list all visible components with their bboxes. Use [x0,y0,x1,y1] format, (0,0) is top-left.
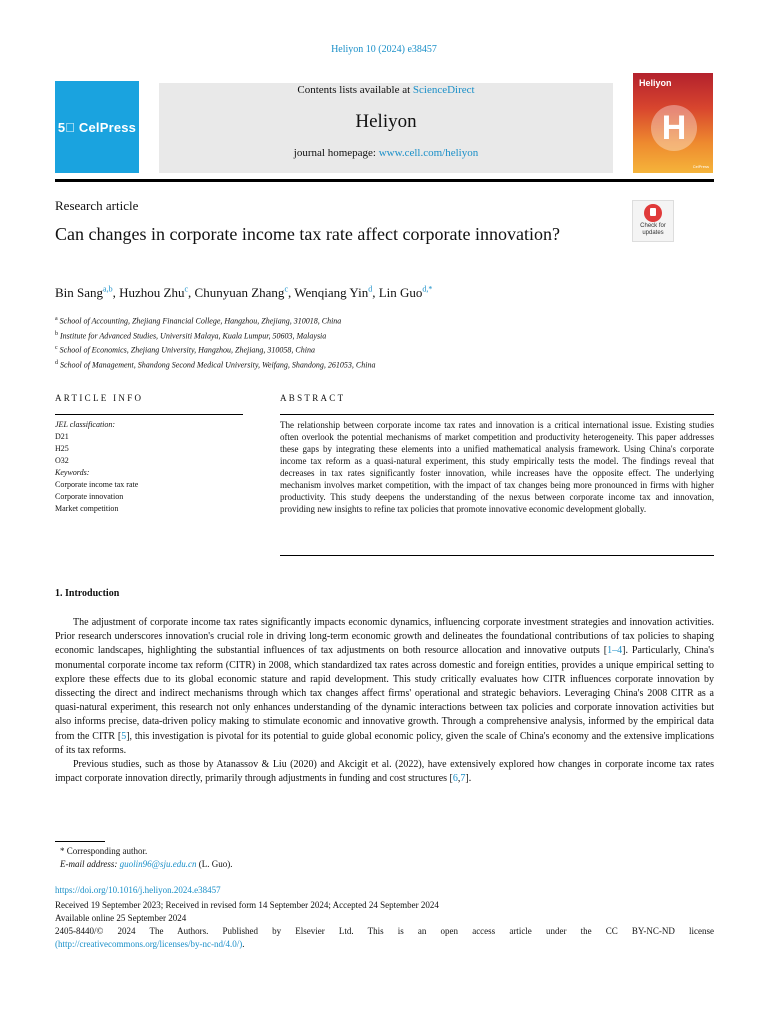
email-link[interactable]: guolin96@sju.edu.cn [119,859,197,869]
doi-link[interactable]: https://doi.org/10.1016/j.heliyon.2024.e38457 [55,885,221,895]
keyword-list [55,479,243,515]
affiliation-mark: c [55,345,58,352]
author[interactable] [119,285,194,300]
author-name: Huzhou Zhu [119,285,185,301]
affiliation [55,357,375,372]
affiliation-text: School of Management, Shandong Second Medical University, Weifang, Shandong, 261053, China [60,360,376,370]
affiliation [55,328,375,343]
cover-h-icon: H [651,105,697,151]
cover-publisher: CelPress [692,164,709,169]
paragraph: Previous studies, such as those by Atanassov & Liu (2020) and Akcigit et al. (2022), have extensively explored how changes in corporate income tax rates impact corporate innovation directly, primarily through adjustments in funding and cost structures [6,7]. [55,759,714,785]
author-separator: , [112,285,120,301]
article-info-divider [55,414,243,415]
article-title: Can changes in corporate income tax rate affect corporate innovation? [55,224,560,244]
author[interactable] [379,285,433,300]
author[interactable] [294,285,378,300]
jel-code: O32 [55,456,69,465]
citation-link[interactable]: 6 [452,773,458,785]
header-divider [55,179,714,182]
affiliation-mark: b [55,330,58,337]
introduction-body [55,616,714,786]
author-name: Chunyuan Zhang [194,285,285,301]
bookmark-icon [644,204,662,222]
abstract-bottom-divider [280,555,714,556]
article-history [55,899,714,951]
keyword: Corporate innovation [55,492,124,501]
corresponding-author-label: * Corresponding author. [60,846,148,856]
affiliation-text: School of Economics, Zhejiang University, Hangzhou, Zhejiang, 310058, China [59,345,315,355]
license-link-line: (http://creativecommons.org/licenses/by-nc-nd/4.0/). [55,939,245,949]
citation-link[interactable]: 5 [121,730,127,742]
article-type: Research article [55,198,139,213]
author-affiliation-mark[interactable]: d,* [422,285,433,294]
author-list [55,285,432,301]
author-name: Bin Sang [55,285,104,301]
paragraph: The adjustment of corporate income tax rates significantly impacts economic dynamics, influencing corporate investment strategies and innovation activities. Prior research underscores innovation's crucial role in driving long-term economic growth and delineates the foundational contributions of tax policies to shaping economic landscapes, highlighting the substantial influences of tax adjustments on both resource allocation and innovative outputs [1–4]. Particularly, China's monumental corporate income tax reform (CITR) in 2008, which standardized tax rates across domestic and foreign entities, provides a unique empirical setting to explore these effects due to its global economic stature and rapid development. This study critically evaluates how CITR influences corporate innovation by dissecting the direct and indirect mechanisms through which tax changes affect firms' operational and strategic behaviors. Leveraging China's 2008 CITR as a quasi-natural experiment, this research not only enhances understanding of the dynamic interactions between tax policies and corporate innovation activities but also informs precise, data-driven policy making to stimulate economic and innovative growth. Through a comprehensive analysis, informed by the empirical data from the CITR [5], this investigation is pivotal for its potential to guide global economic policy, given the scale of China's economy and the extensive implications of its tax reforms. [55,617,715,756]
author-affiliation-mark[interactable]: c [184,285,189,294]
author[interactable] [195,285,295,300]
corresponding-author-footnote [60,845,232,871]
journal-cover-image[interactable] [633,73,713,173]
cellpress-logo-text: 5⃝ CelPress [57,119,137,135]
author-separator: , [188,285,195,301]
author-affiliation-mark[interactable]: d [368,285,373,294]
author-separator: , [372,285,379,301]
jel-code-list [55,431,243,467]
section-heading-introduction: 1. Introduction [55,588,120,599]
abstract-heading: ABSTRACT [280,393,346,403]
author[interactable] [55,285,119,300]
author-separator: , [288,285,295,301]
affiliation-list [55,313,375,372]
abstract-divider [280,414,714,415]
cellpress-logo[interactable] [55,81,139,173]
cover-title: Heliyon [639,78,672,88]
author-affiliation-mark[interactable]: c [284,285,288,294]
journal-reference[interactable]: Heliyon 10 (2024) e38457 [331,44,437,55]
check-for-updates-label: Check for updates [640,223,666,236]
journal-banner [159,83,613,173]
author-affiliation-mark[interactable]: a,b [103,285,113,294]
author-name: Wenqiang Yin [294,285,369,301]
abstract-text: The relationship between corporate income tax rates and innovation is a critical international issue. Existing studies often overlook the potential mechanisms of market competition and productivity heterogeneity. This paper addresses these gaps by integrating these elements into a unified mathematical analysis framework. Using China's corporate income tax reform as a quasi-natural experiment, this study empirically tests the model. The findings reveal that decreases in tax rates significantly foster innovation, while increases have the opposite effect. The underlying mechanism involves market competition, with the impact of tax changes being more pronounced in firms with higher productivity. This study deepens the understanding of the nexus between corporate income tax and innovation, providing new insights to refine tax policies that promote innovative economic development globally. [280,420,714,514]
license-line: 2405-8440/© 2024 The Authors. Published by Elsevier Ltd. This is an open access article under the CC BY-NC-ND license [55,926,714,936]
homepage-line: journal homepage: www.cell.com/heliyon [293,147,479,159]
jel-code: H25 [55,444,69,453]
affiliation-mark: d [55,359,58,366]
affiliation-mark: a [55,316,58,322]
affiliation [55,342,375,357]
keyword: Market competition [55,504,119,513]
jel-label: JEL classification: [55,420,116,429]
journal-name: Heliyon [355,111,417,132]
author-name: Lin Guo [378,285,423,301]
citation-link[interactable]: 1–4 [607,645,623,657]
article-info-heading: ARTICLE INFO [55,393,144,403]
citation-link[interactable]: 7 [460,773,466,785]
contents-line: Contents lists available at ScienceDirect [297,84,475,96]
article-info-panel [55,419,243,515]
affiliation [55,313,375,328]
footnote-divider [55,841,105,842]
available-online: Available online 25 September 2024 [55,913,187,923]
email-line: E-mail address: guolin96@sju.edu.cn (L. Guo). [60,859,233,869]
keyword: Corporate income tax rate [55,480,139,489]
check-for-updates-badge[interactable] [632,200,674,242]
journal-header [55,73,714,173]
affiliation-text: Institute for Advanced Studies, Universiti Malaya, Kuala Lumpur, 50603, Malaysia [60,331,327,341]
affiliation-text: School of Accounting, Zhejiang Financial College, Hangzhou, Zhejiang, 310018, China [59,316,342,326]
sciencedirect-link[interactable]: ScienceDirect [412,84,475,96]
received-dates: Received 19 September 2023; Received in revised form 14 September 2024; Accepted 24 September 2024 [55,900,439,910]
homepage-link[interactable]: www.cell.com/heliyon [378,147,479,159]
keywords-label: Keywords: [55,468,90,477]
license-link[interactable]: (http://creativecommons.org/licenses/by-nc-nd/4.0/) [55,939,243,949]
jel-code: D21 [55,432,69,441]
